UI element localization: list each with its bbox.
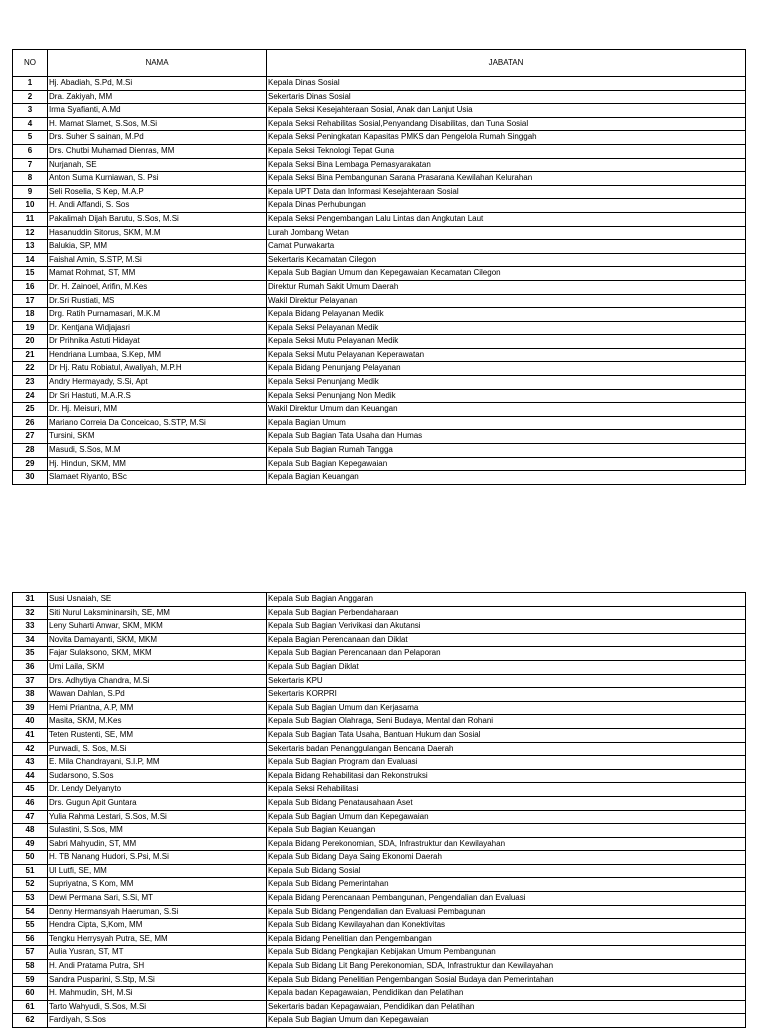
table-row — [13, 212, 746, 226]
cell-jabatan: Kepala Sub Bagian Umum dan Kepegawaian — [267, 810, 746, 824]
cell-no: 46 — [13, 796, 48, 810]
table-row — [13, 824, 746, 838]
cell-no: 8 — [13, 172, 48, 186]
cell-jabatan: Kepala Sub Bagian Perencanaan dan Pelaporan — [267, 647, 746, 661]
cell-jabatan: Kepala Seksi Rehabilitasi — [267, 783, 746, 797]
table-row — [13, 117, 746, 131]
table-row — [13, 688, 746, 702]
cell-nama: Anton Suma Kurniawan, S. Psi — [48, 172, 267, 186]
cell-nama: Ul Lutfi, SE, MM — [48, 864, 267, 878]
cell-no: 50 — [13, 851, 48, 865]
table-row — [13, 946, 746, 960]
cell-no: 32 — [13, 606, 48, 620]
cell-no: 1 — [13, 77, 48, 91]
cell-no: 40 — [13, 715, 48, 729]
cell-no: 33 — [13, 620, 48, 634]
cell-jabatan: Kepala Sub Bidang Pemerintahan — [267, 878, 746, 892]
table-row — [13, 660, 746, 674]
cell-jabatan: Kepala Sub Bidang Sosial — [267, 864, 746, 878]
table-row — [13, 633, 746, 647]
cell-jabatan: Kepala Dinas Sosial — [267, 77, 746, 91]
cell-no: 47 — [13, 810, 48, 824]
cell-jabatan: Kepala Sub Bagian Tata Usaha, Bantuan Hukum dan Sosial — [267, 728, 746, 742]
cell-no: 53 — [13, 892, 48, 906]
table-row — [13, 620, 746, 634]
cell-nama: Drg. Ratih Purnamasari, M.K.M — [48, 308, 267, 322]
cell-no: 25 — [13, 403, 48, 417]
cell-jabatan: Kepala Sub Bagian Umum dan Kepegawaian Kecamatan Cilegon — [267, 267, 746, 281]
cell-no: 58 — [13, 960, 48, 974]
cell-nama: Dr Prihnika Astuti Hidayat — [48, 335, 267, 349]
official-table-2 — [12, 592, 746, 1028]
cell-no: 3 — [13, 104, 48, 118]
cell-jabatan: Kepala Bagian Keuangan — [267, 471, 746, 485]
table-row — [13, 321, 746, 335]
cell-nama: H. Andi Pratama Putra, SH — [48, 960, 267, 974]
table-row — [13, 674, 746, 688]
table-2-body — [13, 593, 746, 1028]
cell-nama: Masita, SKM, M.Kes — [48, 715, 267, 729]
table-row — [13, 837, 746, 851]
cell-nama: H. Andi Affandi, S. Sos — [48, 199, 267, 213]
cell-jabatan: Lurah Jombang Wetan — [267, 226, 746, 240]
cell-no: 12 — [13, 226, 48, 240]
cell-nama: Masudi, S.Sos, M.M — [48, 444, 267, 458]
cell-no: 42 — [13, 742, 48, 756]
cell-nama: Drs. Suher S sainan, M.Pd — [48, 131, 267, 145]
table-row — [13, 1000, 746, 1014]
table-row — [13, 647, 746, 661]
table-row — [13, 104, 746, 118]
cell-jabatan: Sekertaris badan Kepagawaian, Pendidikan dan Pelatihan — [267, 1000, 746, 1014]
cell-nama: Dr Hj. Ratu Robiatul, Awaliyah, M.P.H — [48, 362, 267, 376]
table-row — [13, 185, 746, 199]
table-row — [13, 1014, 746, 1028]
cell-no: 48 — [13, 824, 48, 838]
cell-jabatan: Kepala Sub Bagian Umum dan Kerjasama — [267, 701, 746, 715]
table-row — [13, 457, 746, 471]
cell-no: 62 — [13, 1014, 48, 1028]
cell-nama: E. Mila Chandrayani, S.I.P, MM — [48, 756, 267, 770]
cell-jabatan: Kepala Seksi Bina Pembangunan Sarana Prasarana Kewilahan Kelurahan — [267, 172, 746, 186]
cell-no: 4 — [13, 117, 48, 131]
cell-no: 49 — [13, 837, 48, 851]
cell-jabatan: Kepala Seksi Mutu Pelayanan Keperawatan — [267, 348, 746, 362]
cell-jabatan: Kepala Sub Bidang Kewilayahan dan Konektivitas — [267, 919, 746, 933]
header-jabatan: JABATAN — [267, 50, 746, 77]
cell-jabatan: Kepala Seksi Mutu Pelayanan Medik — [267, 335, 746, 349]
cell-jabatan: Kepala Sub Bagian Kepegawaian — [267, 457, 746, 471]
table-row — [13, 892, 746, 906]
cell-jabatan: Kepala Sub Bagian Diklat — [267, 660, 746, 674]
cell-no: 59 — [13, 973, 48, 987]
cell-jabatan: Kepala Seksi Pelayanan Medik — [267, 321, 746, 335]
cell-nama: Drs. Adhytiya Chandra, M.Si — [48, 674, 267, 688]
cell-nama: Seli Roselia, S Kep, M.A.P — [48, 185, 267, 199]
cell-jabatan: Kepala Sub Bagian Tata Usaha dan Humas — [267, 430, 746, 444]
cell-no: 22 — [13, 362, 48, 376]
cell-nama: Mamat Rohmat, ST, MM — [48, 267, 267, 281]
cell-nama: Yulia Rahma Lestari, S.Sos, M.Si — [48, 810, 267, 824]
cell-nama: Fardiyah, S.Sos — [48, 1014, 267, 1028]
table-row — [13, 389, 746, 403]
cell-no: 14 — [13, 253, 48, 267]
table-row — [13, 715, 746, 729]
table-row — [13, 430, 746, 444]
cell-no: 7 — [13, 158, 48, 172]
cell-jabatan: Wakil Direktur Umum dan Keuangan — [267, 403, 746, 417]
table-row — [13, 376, 746, 390]
table-row — [13, 742, 746, 756]
cell-no: 31 — [13, 593, 48, 607]
cell-nama: H. TB Nanang Hudori, S.Psi, M.Si — [48, 851, 267, 865]
cell-no: 34 — [13, 633, 48, 647]
cell-jabatan: Wakil Direktur Pelayanan — [267, 294, 746, 308]
cell-nama: Irma Syafianti, A.Md — [48, 104, 267, 118]
cell-jabatan: Kepala Seksi Bina Lembaga Pemasyarakatan — [267, 158, 746, 172]
cell-no: 30 — [13, 471, 48, 485]
cell-no: 28 — [13, 444, 48, 458]
cell-jabatan: Sekertaris KORPRI — [267, 688, 746, 702]
cell-jabatan: Kepala Sub Bidang Penatausahaan Aset — [267, 796, 746, 810]
cell-no: 10 — [13, 199, 48, 213]
table-row — [13, 335, 746, 349]
cell-no: 24 — [13, 389, 48, 403]
cell-jabatan: Kepala Seksi Pengembangan Lalu Lintas dan Angkutan Laut — [267, 212, 746, 226]
cell-no: 57 — [13, 946, 48, 960]
table-row — [13, 77, 746, 91]
table-row — [13, 905, 746, 919]
cell-nama: Tursini, SKM — [48, 430, 267, 444]
cell-no: 19 — [13, 321, 48, 335]
table-row — [13, 280, 746, 294]
table-row — [13, 267, 746, 281]
cell-nama: Drs. Gugun Apit Guntara — [48, 796, 267, 810]
cell-nama: Slamaet Riyanto, BSc — [48, 471, 267, 485]
official-table-1 — [12, 49, 746, 485]
cell-nama: Hasanuddin Sitorus, SKM, M.M — [48, 226, 267, 240]
table-row — [13, 701, 746, 715]
cell-jabatan: Kepala Bidang Pelayanan Medik — [267, 308, 746, 322]
cell-nama: H. Mahmudin, SH, M.Si — [48, 987, 267, 1001]
cell-nama: Denny Hermansyah Haeruman, S.Si — [48, 905, 267, 919]
cell-no: 15 — [13, 267, 48, 281]
cell-nama: Purwadi, S. Sos, M.Si — [48, 742, 267, 756]
cell-jabatan: Kepala Sub Bagian Olahraga, Seni Budaya, Mental dan Rohani — [267, 715, 746, 729]
cell-nama: Mariano Correia Da Conceicao, S.STP, M.Si — [48, 416, 267, 430]
cell-jabatan: Kepala Sub Bidang Penelitian Pengembangan Sosial Budaya dan Pemerintahan — [267, 973, 746, 987]
cell-nama: H. Mamat Slamet, S.Sos, M.Si — [48, 117, 267, 131]
table-row — [13, 851, 746, 865]
cell-no: 23 — [13, 376, 48, 390]
table-row — [13, 864, 746, 878]
table-row — [13, 593, 746, 607]
cell-no: 16 — [13, 280, 48, 294]
cell-no: 18 — [13, 308, 48, 322]
table-row — [13, 362, 746, 376]
cell-no: 35 — [13, 647, 48, 661]
cell-nama: Balukia, SP, MM — [48, 240, 267, 254]
table-row — [13, 444, 746, 458]
cell-jabatan: Kepala Seksi Kesejahteraan Sosial, Anak dan Lanjut Usia — [267, 104, 746, 118]
cell-nama: Siti Nurul Laksmininarsih, SE, MM — [48, 606, 267, 620]
cell-jabatan: Kepala Bagian Perencanaan dan Diklat — [267, 633, 746, 647]
cell-nama: Dr Sri Hastuti, M.A.R.S — [48, 389, 267, 403]
cell-jabatan: Direktur Rumah Sakit Umum Daerah — [267, 280, 746, 294]
cell-nama: Faishal Amin, S.STP, M.Si — [48, 253, 267, 267]
cell-jabatan: Kepala Seksi Penunjang Medik — [267, 376, 746, 390]
table-row — [13, 308, 746, 322]
cell-no: 11 — [13, 212, 48, 226]
cell-no: 17 — [13, 294, 48, 308]
table-row — [13, 131, 746, 145]
cell-nama: Hj. Abadiah, S.Pd, M.Si — [48, 77, 267, 91]
table-row — [13, 606, 746, 620]
table-row — [13, 294, 746, 308]
table-row — [13, 769, 746, 783]
cell-jabatan: Kepala Bidang Perekonomian, SDA, Infrastruktur dan Kewilayahan — [267, 837, 746, 851]
cell-nama: Tarto Wahyudi, S.Sos, M.Si — [48, 1000, 267, 1014]
table-row — [13, 348, 746, 362]
cell-nama: Hj. Hindun, SKM, MM — [48, 457, 267, 471]
cell-nama: Dr. Lendy Delyanyto — [48, 783, 267, 797]
cell-no: 6 — [13, 144, 48, 158]
cell-nama: Aulia Yusran, ST, MT — [48, 946, 267, 960]
cell-nama: Dr. Hj. Meisuri, MM — [48, 403, 267, 417]
cell-nama: Fajar Sulaksono, SKM, MKM — [48, 647, 267, 661]
cell-jabatan: Kepala Seksi Teknologi Tepat Guna — [267, 144, 746, 158]
cell-no: 5 — [13, 131, 48, 145]
cell-no: 56 — [13, 932, 48, 946]
cell-jabatan: Kepala UPT Data dan Informasi Kesejahteraan Sosial — [267, 185, 746, 199]
cell-no: 26 — [13, 416, 48, 430]
table-row — [13, 90, 746, 104]
cell-jabatan: Kepala Bagian Umum — [267, 416, 746, 430]
cell-jabatan: Kepala Bidang Perencanaan Pembangunan, Pengendalian dan Evaluasi — [267, 892, 746, 906]
cell-no: 60 — [13, 987, 48, 1001]
table-row — [13, 960, 746, 974]
cell-no: 52 — [13, 878, 48, 892]
cell-no: 27 — [13, 430, 48, 444]
cell-no: 20 — [13, 335, 48, 349]
cell-no: 43 — [13, 756, 48, 770]
cell-no: 9 — [13, 185, 48, 199]
cell-jabatan: Kepala Sub Bagian Rumah Tangga — [267, 444, 746, 458]
cell-nama: Sulastini, S.Sos, MM — [48, 824, 267, 838]
table-row — [13, 810, 746, 824]
table-row — [13, 199, 746, 213]
table-header-row — [13, 50, 746, 77]
cell-no: 37 — [13, 674, 48, 688]
cell-nama: Sandra Pusparini, S.Stp, M.Si — [48, 973, 267, 987]
table-row — [13, 172, 746, 186]
cell-jabatan: Kepala Seksi Peningkatan Kapasitas PMKS dan Pengelola Rumah Singgah — [267, 131, 746, 145]
table-row — [13, 756, 746, 770]
cell-no: 13 — [13, 240, 48, 254]
cell-nama: Sudarsono, S.Sos — [48, 769, 267, 783]
header-no: NO — [13, 50, 48, 77]
cell-no: 54 — [13, 905, 48, 919]
table-row — [13, 253, 746, 267]
cell-no: 41 — [13, 728, 48, 742]
table-row — [13, 728, 746, 742]
cell-nama: Hendriana Lumbaa, S.Kep, MM — [48, 348, 267, 362]
cell-nama: Tengku Herrysyah Putra, SE, MM — [48, 932, 267, 946]
cell-jabatan: Kepala Sub Bagian Keuangan — [267, 824, 746, 838]
cell-nama: Nurjanah, SE — [48, 158, 267, 172]
cell-no: 21 — [13, 348, 48, 362]
cell-nama: Novita Damayanti, SKM, MKM — [48, 633, 267, 647]
cell-no: 39 — [13, 701, 48, 715]
table-row — [13, 158, 746, 172]
cell-no: 45 — [13, 783, 48, 797]
cell-jabatan: Kepala Sub Bidang Lit Bang Perekonomian, SDA, Infrastruktur dan Kewilayahan — [267, 960, 746, 974]
table-1-body — [13, 77, 746, 485]
cell-jabatan: Kepala Bidang Rehabilitasi dan Rekonstruksi — [267, 769, 746, 783]
cell-jabatan: Sekertaris KPU — [267, 674, 746, 688]
table-row — [13, 796, 746, 810]
cell-nama: Hemi Priantna, A.P, MM — [48, 701, 267, 715]
table-row — [13, 878, 746, 892]
table-row — [13, 403, 746, 417]
cell-jabatan: Kepala Sub Bagian Verivikasi dan Akutansi — [267, 620, 746, 634]
table-row — [13, 973, 746, 987]
cell-nama: Dr.Sri Rustiati, MS — [48, 294, 267, 308]
cell-jabatan: Kepala Seksi Rehabilitas Sosial,Penyandang Disabilitas, dan Tuna Sosial — [267, 117, 746, 131]
cell-nama: Hendra Cipta, S,Kom, MM — [48, 919, 267, 933]
table-row — [13, 416, 746, 430]
cell-jabatan: Kepala Bidang Penelitian dan Pengembangan — [267, 932, 746, 946]
table-row — [13, 240, 746, 254]
cell-nama: Leny Suharti Anwar, SKM, MKM — [48, 620, 267, 634]
cell-jabatan: Kepala Sub Bagian Program dan Evaluasi — [267, 756, 746, 770]
cell-jabatan: Kepala Sub Bagian Perbendaharaan — [267, 606, 746, 620]
cell-jabatan: Sekertaris Dinas Sosial — [267, 90, 746, 104]
cell-jabatan: Kepala Sub Bagian Anggaran — [267, 593, 746, 607]
cell-no: 44 — [13, 769, 48, 783]
cell-no: 29 — [13, 457, 48, 471]
cell-nama: Sabri Mahyudin, ST, MM — [48, 837, 267, 851]
cell-jabatan: Kepala Sub Bagian Umum dan Kepegawaian — [267, 1014, 746, 1028]
cell-jabatan: Kepala Sub Bidang Daya Saing Ekonomi Daerah — [267, 851, 746, 865]
cell-nama: Drs. Chutbi Muhamad Dienras, MM — [48, 144, 267, 158]
cell-no: 61 — [13, 1000, 48, 1014]
cell-nama: Dr. Kentjana Widjajasri — [48, 321, 267, 335]
cell-jabatan: Kepala Seksi Penunjang Non Medik — [267, 389, 746, 403]
cell-no: 38 — [13, 688, 48, 702]
cell-no: 2 — [13, 90, 48, 104]
cell-jabatan: Kepala Sub Bidang Pengendalian dan Evaluasi Pembagunan — [267, 905, 746, 919]
table-row — [13, 919, 746, 933]
cell-nama: Teten Rustenti, SE, MM — [48, 728, 267, 742]
cell-jabatan: Kepala badan Kepagawaian, Pendidikan dan Pelatihan — [267, 987, 746, 1001]
cell-jabatan: Camat Purwakarta — [267, 240, 746, 254]
header-nama: NAMA — [48, 50, 267, 77]
cell-nama: Andry Hermayady, S.Si, Apt — [48, 376, 267, 390]
cell-jabatan: Sekertaris badan Penanggulangan Bencana Daerah — [267, 742, 746, 756]
table-row — [13, 144, 746, 158]
cell-jabatan: Kepala Sub Bidang Pengkajian Kebijakan Umum Pembangunan — [267, 946, 746, 960]
table-row — [13, 932, 746, 946]
cell-nama: Dr. H. Zainoel, Arifin, M.Kes — [48, 280, 267, 294]
cell-no: 55 — [13, 919, 48, 933]
cell-no: 51 — [13, 864, 48, 878]
cell-nama: Pakalimah Dijah Barutu, S.Sos, M.Si — [48, 212, 267, 226]
cell-nama: Wawan Dahlan, S.Pd — [48, 688, 267, 702]
table-row — [13, 987, 746, 1001]
cell-nama: Susi Usnaiah, SE — [48, 593, 267, 607]
cell-nama: Umi Laila, SKM — [48, 660, 267, 674]
cell-jabatan: Kepala Bidang Penunjang Pelayanan — [267, 362, 746, 376]
cell-nama: Dra. Zakiyah, MM — [48, 90, 267, 104]
cell-jabatan: Kepala Dinas Perhubungan — [267, 199, 746, 213]
cell-jabatan: Sekertaris Kecamatan Cilegon — [267, 253, 746, 267]
cell-nama: Supriyatna, S Kom, MM — [48, 878, 267, 892]
cell-nama: Dewi Permana Sari, S.Si, MT — [48, 892, 267, 906]
table-row — [13, 783, 746, 797]
table-row — [13, 226, 746, 240]
cell-no: 36 — [13, 660, 48, 674]
table-row — [13, 471, 746, 485]
